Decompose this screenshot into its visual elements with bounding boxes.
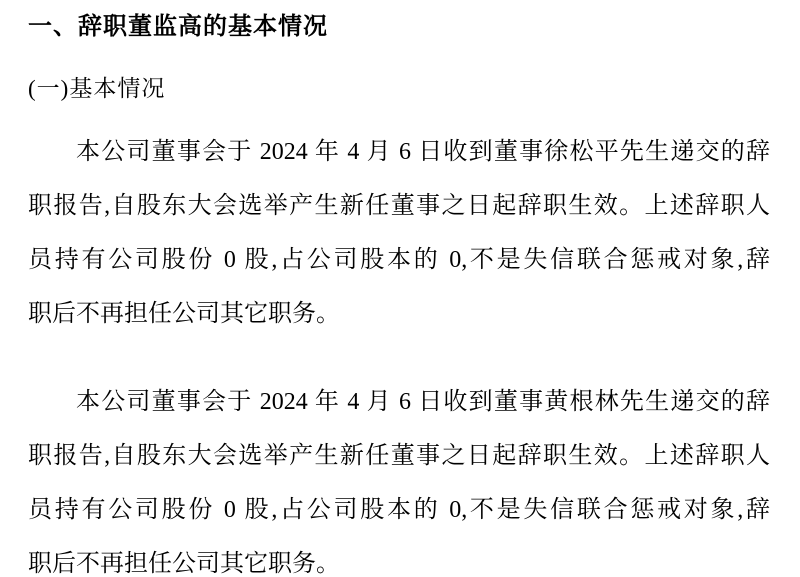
text-line: 职报告,自股东大会选举产生新任董事之日起辞职生效。上述辞职人 bbox=[28, 193, 770, 219]
text-line: 职后不再担任公司其它职务。 bbox=[28, 301, 340, 327]
text-line: 本公司董事会于 2024 年 4 月 6 日收到董事徐松平先生递交的辞 bbox=[76, 139, 770, 165]
text-line: 职报告,自股东大会选举产生新任董事之日起辞职生效。上述辞职人 bbox=[28, 443, 770, 469]
section-heading: 一、辞职董监高的基本情况 bbox=[28, 14, 328, 40]
sub-section-heading: (一)基本情况 bbox=[28, 76, 166, 101]
text-line: 职后不再担任公司其它职务。 bbox=[28, 551, 340, 577]
text-line: 本公司董事会于 2024 年 4 月 6 日收到董事黄根林先生递交的辞 bbox=[76, 389, 770, 415]
text-line: 员持有公司股份 0 股,占公司股本的 0,不是失信联合惩戒对象,辞 bbox=[28, 247, 770, 273]
paragraph-resignation-xu-songping bbox=[28, 125, 770, 341]
text-line: 员持有公司股份 0 股,占公司股本的 0,不是失信联合惩戒对象,辞 bbox=[28, 497, 770, 523]
paragraph-resignation-huang-genlin bbox=[28, 375, 770, 577]
